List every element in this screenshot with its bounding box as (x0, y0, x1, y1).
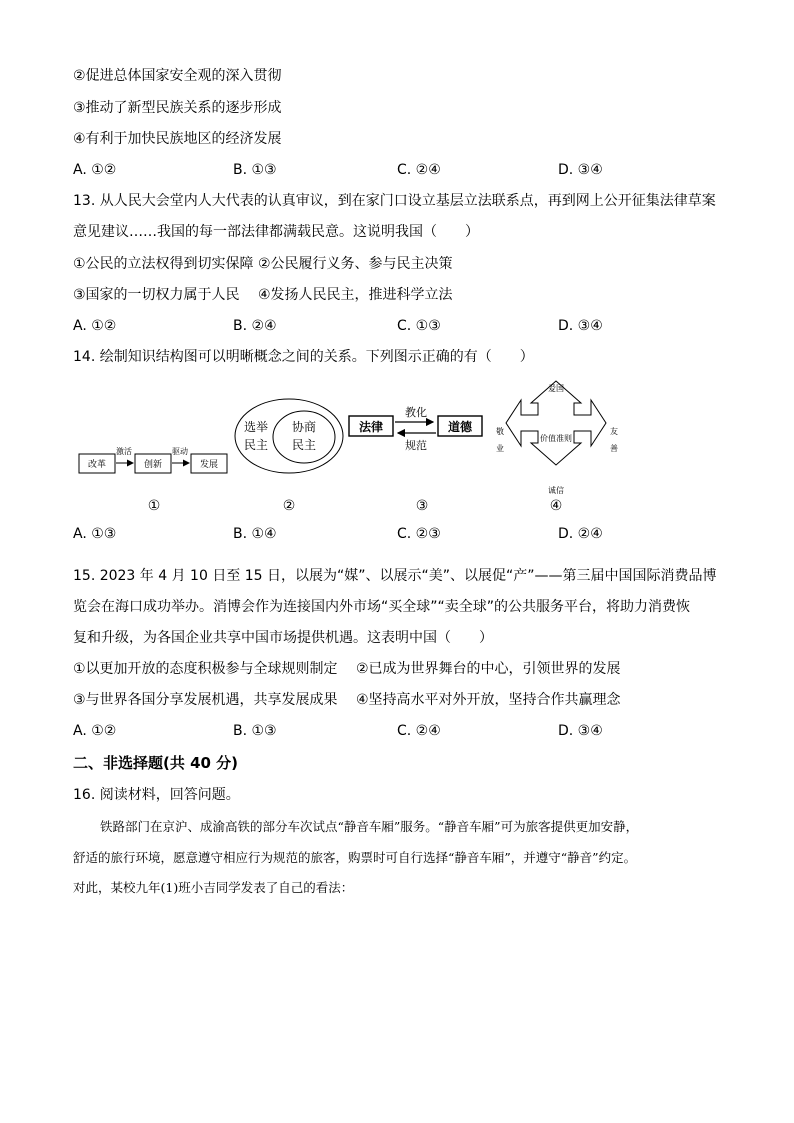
q16-material-line-2: 舒适的旅行环境，愿意遵守相应行为规范的旅客，购票时可自行选择“静音车厢”，并遵守“静音”约定。 (73, 850, 637, 865)
q12-statement-4: ④有利于加快民族地区的经济发展 (73, 131, 282, 147)
q16-stem: 16. 阅读材料，回答问题。 (73, 787, 240, 803)
q14-option-b[interactable]: B. ①④ (233, 526, 277, 542)
diagram-4-dedication-2: 业 (496, 444, 504, 453)
diagram-1-number: ① (147, 498, 161, 514)
q15-option-d[interactable]: D. ③④ (558, 723, 603, 739)
q15-stem-line-1: 15. 2023 年 4 月 10 日至 15 日，以展为“媒”、以展示“美”、以展促“产”——第三届中国国际消费品博 (73, 568, 717, 584)
diagram-1-arrow-label-1: 激活 (116, 447, 132, 456)
q12-option-d[interactable]: D. ③④ (558, 162, 603, 178)
q14-option-a[interactable]: A. ①③ (73, 526, 117, 542)
q15-stem-line-2: 览会在海口成功举办。消博会作为连接国内外市场“买全球”“卖全球”的公共服务平台，将助力消费恢 (73, 599, 691, 615)
q13-option-d[interactable]: D. ③④ (558, 318, 603, 334)
diagram-4-integrity: 诚信 (548, 486, 564, 495)
q13-option-b[interactable]: B. ②④ (233, 318, 277, 334)
diagram-2-number: ② (282, 498, 296, 514)
q15-option-b[interactable]: B. ①③ (233, 723, 277, 739)
q15-statements-3-4: ③与世界各国分享发展机遇，共享发展成果 ④坚持高水平对外开放，坚持合作共赢理念 (73, 692, 621, 708)
q15-statements-1-2: ①以更加开放的态度积极参与全球规则制定 ②已成为世界舞台的中心，引领世界的发展 (73, 661, 621, 677)
diagram-4-patriotism: 爱国 (548, 384, 564, 393)
q12-statement-2: ②促进总体国家安全观的深入贯彻 (73, 68, 282, 84)
q13-stem-line-2: 意见建议……我国的每一部法律都满载民意。这说明我国（ ） (73, 224, 479, 240)
q15-options (73, 722, 733, 740)
diagram-1-arrow-label-2: 驱动 (172, 447, 188, 456)
diagram-4-friendliness-1: 友 (610, 427, 618, 436)
diagram-3-educate-label: 教化 (405, 406, 427, 419)
section-heading: 二、非选择题(共 40 分) (73, 754, 239, 772)
diagram-4-number: ④ (549, 498, 563, 514)
diagram-1-box-reform: 改革 (87, 460, 107, 470)
diagram-3-regulate-label: 规范 (405, 439, 427, 452)
diagram-3 (349, 405, 482, 514)
q13-statements-3-4: ③国家的一切权力属于人民 ④发扬人民民主，推进科学立法 (73, 287, 453, 303)
q13-statements-1-2: ①公民的立法权得到切实保障 ②公民履行义务、参与民主决策 (73, 256, 453, 272)
q12-statement-3: ③推动了新型民族关系的逐步形成 (73, 100, 282, 116)
q13-options (73, 317, 733, 335)
q12-option-b[interactable]: B. ①③ (233, 162, 277, 178)
diagram-4-center-label: 价值准则 (540, 434, 572, 443)
q12-options (73, 161, 733, 179)
q13-option-c[interactable]: C. ①③ (397, 318, 441, 334)
diagram-4-friendliness-2: 善 (610, 444, 618, 453)
q14-options (73, 525, 733, 543)
q14-diagrams (0, 375, 794, 520)
q12-option-a[interactable]: A. ①② (73, 162, 117, 178)
diagram-2-inner-label-1: 协商 (291, 420, 317, 434)
q14-option-c[interactable]: C. ②③ (397, 526, 441, 542)
diagram-1-box-development: 发展 (199, 460, 219, 470)
diagram-1 (79, 446, 227, 514)
diagram-3-morality: 道德 (447, 420, 473, 434)
diagram-2-outer-label-2: 民主 (243, 438, 269, 452)
q15-option-a[interactable]: A. ①② (73, 723, 117, 739)
q13-option-a[interactable]: A. ①② (73, 318, 117, 334)
diagram-3-number: ③ (415, 498, 429, 514)
q16-material-line-3: 对此，某校九年(1)班小吉同学发表了自己的看法： (73, 880, 354, 895)
q15-option-c[interactable]: C. ②④ (397, 723, 441, 739)
q12-option-c[interactable]: C. ②④ (397, 162, 441, 178)
diagram-4-dedication-1: 敬 (496, 427, 504, 436)
diagram-2-inner-label-2: 民主 (291, 438, 317, 452)
q16-material-line-1: 铁路部门在京沪、成渝高铁的部分车次试点“静音车厢”服务。“静音车厢”可为旅客提供更加安静， (100, 819, 639, 834)
diagram-3-law: 法律 (358, 420, 384, 434)
q14-stem: 14. 绘制知识结构图可以明晰概念之间的关系。下列图示正确的有（ ） (73, 349, 534, 365)
diagram-2 (235, 399, 343, 514)
q13-stem-line-1: 13. 从人民大会堂内人大代表的认真审议，到在家门口设立基层立法联系点，再到网上公开征集法律草案 (73, 193, 716, 209)
diagram-2-outer-label-1: 选举 (243, 420, 269, 434)
diagram-1-box-innovation: 创新 (143, 460, 163, 470)
q14-option-d[interactable]: D. ②④ (558, 526, 603, 542)
q15-stem-line-3: 复和升级，为各国企业共享中国市场提供机遇。这表明中国（ ） (73, 630, 493, 646)
diagram-4 (496, 381, 618, 514)
